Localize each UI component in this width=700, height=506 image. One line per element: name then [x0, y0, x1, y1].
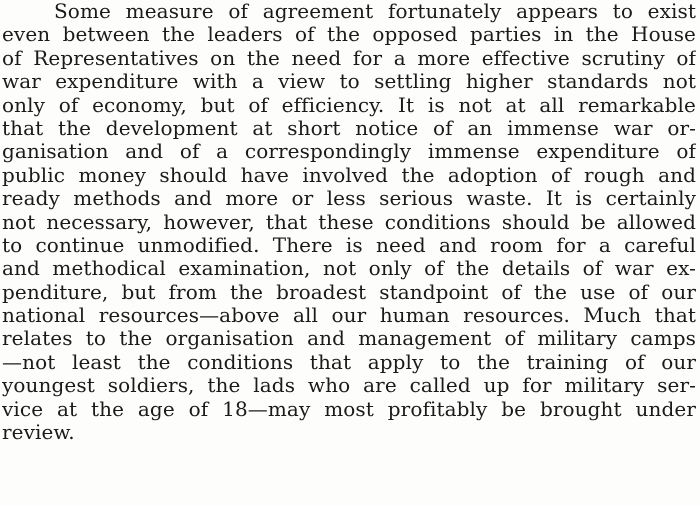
article-line: to continue unmodified. There is need and room for a careful	[2, 233, 696, 257]
article-line: national resources—above all our human resources. Much that	[2, 304, 696, 328]
article-line: —not least the conditions that apply to the training of our	[2, 350, 696, 374]
article-line: ganisation and of a correspondingly immense expenditure of	[2, 140, 696, 164]
article-line: even between the leaders of the opposed parties in the House	[2, 23, 696, 47]
article-line: ready methods and more or less serious waste. It is certainly	[2, 187, 696, 211]
article-line: war expenditure with a view to settling higher standards not	[2, 70, 696, 94]
article-line: not necessary, however, that these conditions should be allowed	[2, 210, 696, 234]
article-line: Some measure of agreement fortunately appears to exist	[54, 0, 696, 23]
article-line: that the development at short notice of an immense war or-	[2, 116, 696, 140]
article-line: youngest soldiers, the lads who are called up for military ser-	[2, 374, 696, 398]
article-line: public money should have involved the adoption of rough and	[2, 163, 696, 187]
article-line: only of economy, but of efficiency. It is not at all remarkable	[2, 93, 696, 117]
article-line: vice at the age of 18—may most profitably be brought under	[2, 397, 696, 421]
article-line-last: review.	[2, 421, 75, 445]
article-line: relates to the organisation and management of military camps	[2, 327, 696, 351]
article-paragraph	[2, 0, 696, 444]
article-line: of Representatives on the need for a more effective scrutiny of	[2, 46, 696, 70]
article-line: penditure, but from the broadest standpoint of the use of our	[2, 280, 696, 304]
article-line: and methodical examination, not only of the details of war ex-	[2, 257, 696, 281]
